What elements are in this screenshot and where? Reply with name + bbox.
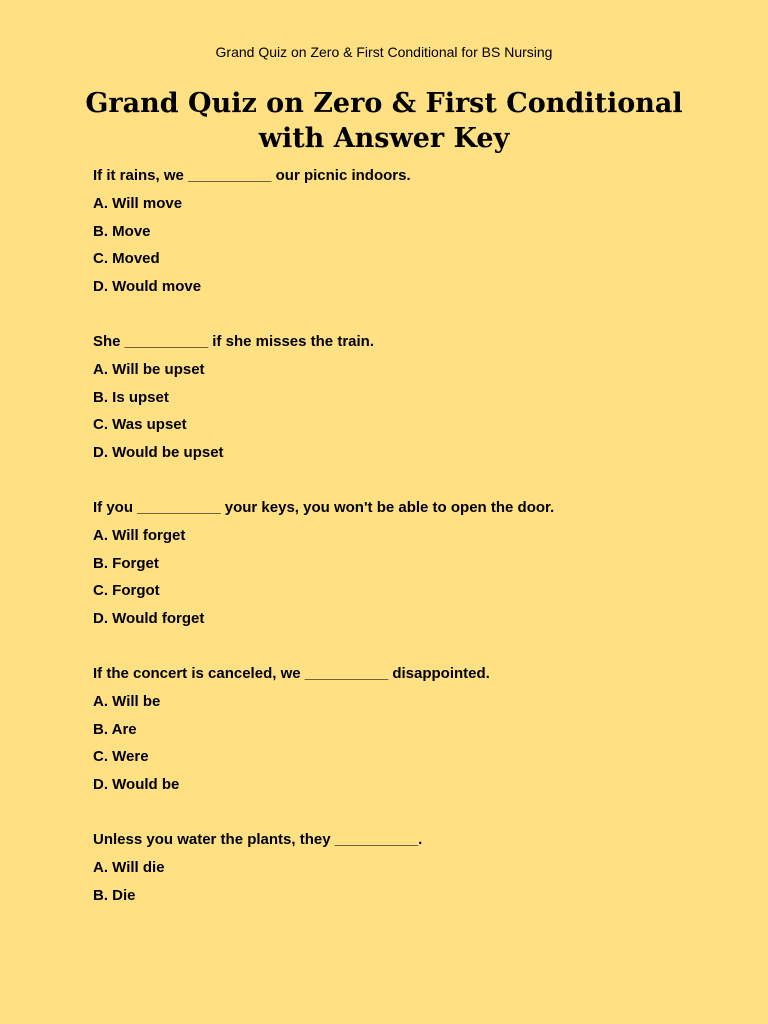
question-1 [93, 162, 733, 301]
question-3-option-a: A. Will forget [93, 526, 186, 544]
question-4-option-b: B. Are [93, 720, 137, 738]
question-2-option-a: A. Will be upset [93, 360, 205, 378]
question-2-option-d: D. Would be upset [93, 444, 224, 462]
question-2-option-c: C. Was upset [93, 416, 187, 434]
question-3 [93, 494, 733, 633]
question-4-option-d: D. Would be [93, 776, 180, 794]
question-5-text: Unless you water the plants, they __________. [93, 830, 423, 848]
question-2 [93, 328, 733, 467]
question-4-option-a: A. Will be [93, 692, 161, 710]
question-4 [93, 660, 733, 799]
question-5-option-a: A. Will die [93, 858, 165, 876]
question-4-text: If the concert is canceled, we __________ disappointed. [93, 664, 490, 682]
question-3-option-c: C. Forgot [93, 582, 160, 600]
question-4-option-c: C. Were [93, 748, 149, 766]
question-1-option-a: A. Will move [93, 194, 183, 212]
page-title [40, 86, 728, 156]
question-2-text: She __________ if she misses the train. [93, 332, 374, 350]
question-1-option-d: D. Would move [93, 278, 202, 296]
question-1-option-b: B. Move [93, 222, 151, 240]
page-title-line-1: Grand Quiz on Zero & First Conditional [85, 88, 683, 119]
question-1-text: If it rains, we __________ our picnic indoors. [93, 167, 411, 184]
question-1-option-c: C. Moved [93, 250, 160, 268]
page-title-line-2: with Answer Key [258, 123, 510, 154]
question-5 [93, 826, 733, 909]
question-2-option-b: B. Is upset [93, 388, 169, 406]
question-list [93, 162, 733, 936]
question-3-option-d: D. Would forget [93, 610, 205, 628]
question-5-option-b: B. Die [93, 886, 136, 904]
question-3-text: If you __________ your keys, you won't be able to open the door. [93, 498, 555, 516]
running-header: Grand Quiz on Zero & First Conditional for BS Nursing [215, 44, 553, 60]
question-3-option-b: B. Forget [93, 554, 159, 572]
